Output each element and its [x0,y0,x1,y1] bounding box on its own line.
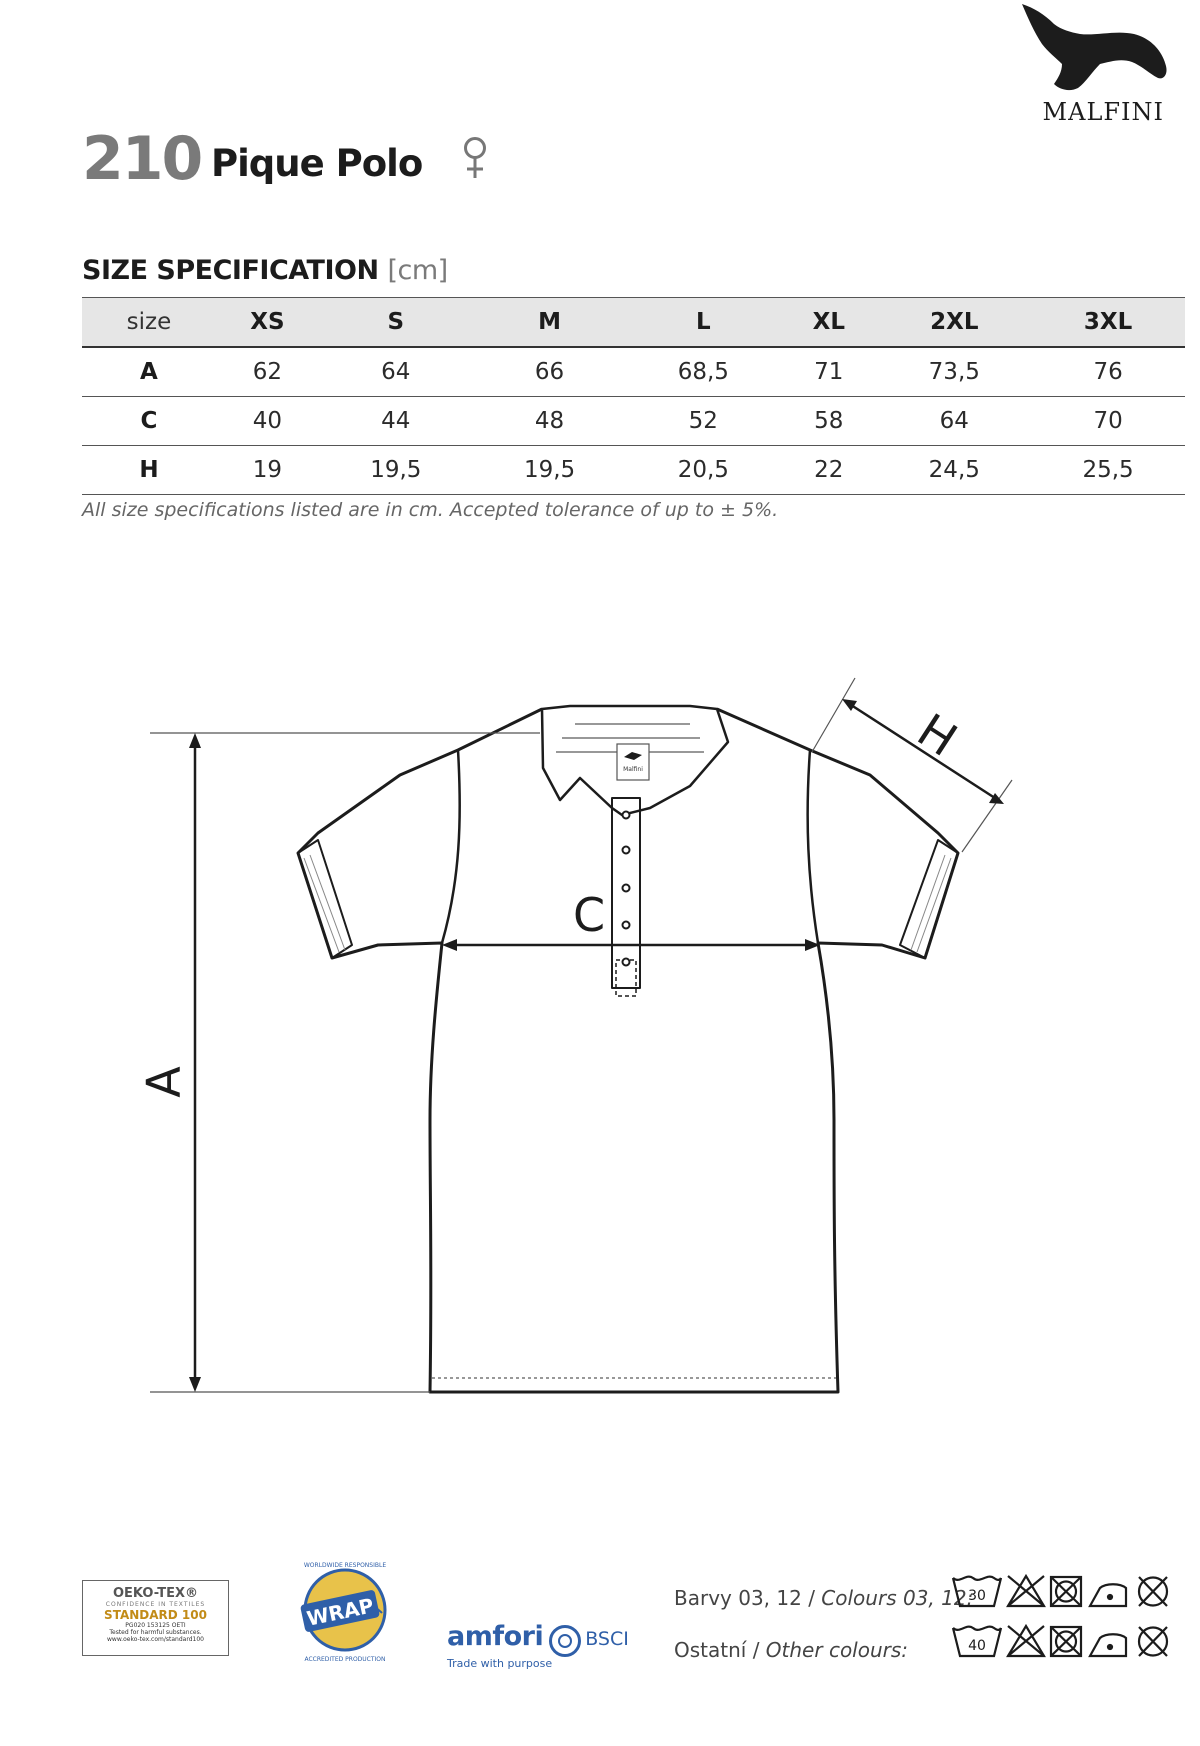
product-code: 210 [82,124,202,194]
tolerance-note: All size specifications listed are in cm. Accepted tolerance of up to ± 5%. [82,499,779,521]
table-cell: 22 [780,446,877,495]
neck-tag [617,744,649,780]
no-tumble-dry-icon [1051,1577,1081,1606]
button [623,885,630,892]
table-cell: 48 [473,397,627,446]
table-row [82,397,1185,446]
care-line-1-en: Colours 03, 12: [821,1586,974,1610]
oeko-code: PG020 153125 OETI [125,1622,186,1629]
no-tumble-dry-icon [1051,1627,1081,1656]
table-cell: 66 [473,347,627,397]
table-cell: 40 [216,397,319,446]
table-cell: 64 [877,397,1031,446]
table-cell: 20,5 [626,446,780,495]
table-row [82,347,1185,397]
care-line-2-cz: Ostatní / [674,1638,766,1662]
size-col-xl: XL [780,298,877,348]
table-cell: 76 [1031,347,1185,397]
button [623,922,630,929]
wrap-logo [290,1555,400,1669]
size-col-3xl: 3XL [1031,298,1185,348]
care-line-1-label [674,1586,973,1610]
size-spec-title [82,255,448,286]
size-col-xs: XS [216,298,319,348]
table-cell: 62 [216,347,319,397]
oeko-standard: STANDARD 100 [104,1608,207,1622]
oeko-tex-badge [82,1580,229,1656]
care-icons-row-2 [950,1622,1190,1670]
table-cell: 25,5 [1031,446,1185,495]
size-col-s: S [319,298,473,348]
oeko-subtitle: CONFIDENCE IN TEXTILES [105,1601,206,1608]
care-line-2-label [674,1638,908,1662]
wash-temp-30: 30 [968,1588,986,1604]
size-header-row [82,298,1185,348]
table-cell: 64 [319,347,473,397]
table-cell: 58 [780,397,877,446]
brand-logo [1000,0,1170,135]
eagle-icon [1000,0,1170,96]
no-dry-clean-icon [1139,1577,1167,1606]
amfori-ring-icon [549,1625,581,1657]
measure-c-label: C [573,888,606,942]
table-cell: 19,5 [319,446,473,495]
no-bleach-icon [1008,1626,1044,1656]
wrap-name: WRAP [304,1593,376,1631]
oeko-url: www.oeko-tex.com/standard100 [107,1636,204,1643]
size-header-label: size [82,298,216,348]
table-cell: 73,5 [877,347,1031,397]
no-bleach-icon [1008,1576,1044,1606]
polo-measurement-diagram [0,640,1200,1424]
care-icons-row-1 [950,1572,1190,1620]
table-row [82,446,1185,495]
wrap-ring-top: WORLDWIDE RESPONSIBLE [303,1562,387,1569]
product-name: Pique Polo [211,142,423,185]
neck-tag-text: Malfini [623,766,643,773]
brand-wordmark: MALFINI [1042,98,1164,126]
iron-low-icon [1090,1584,1126,1606]
table-cell: 71 [780,347,877,397]
amfori-logo [447,1621,629,1670]
amfori-program: BSCI [585,1628,629,1650]
table-cell: 24,5 [877,446,1031,495]
care-line-2-en: Other colours: [765,1638,909,1662]
row-label-a: A [82,347,216,397]
size-spec-heading: SIZE SPECIFICATION [82,255,379,286]
measure-h-label: H [908,702,967,768]
size-spec-unit: [cm] [387,255,448,286]
wrap-ring-bottom: ACCREDITED PRODUCTION [304,1656,386,1663]
iron-low-icon [1090,1634,1126,1656]
amfori-name: amfori [447,1621,544,1652]
care-line-1-cz: Barvy 03, 12 / [674,1586,822,1610]
measure-a-label: A [136,1066,191,1098]
size-col-l: L [626,298,780,348]
oeko-title: OEKO-TEX® [113,1586,198,1601]
oeko-tested: Tested for harmful substances. [109,1629,202,1636]
amfori-tagline: Trade with purpose [447,1656,553,1670]
female-symbol-icon [462,136,488,184]
table-cell: 44 [319,397,473,446]
table-cell: 19 [216,446,319,495]
table-cell: 70 [1031,397,1185,446]
table-cell: 19,5 [473,446,627,495]
wash-temp-40: 40 [968,1638,986,1654]
button [623,812,630,819]
button [623,847,630,854]
size-table [82,297,1185,495]
size-col-2xl: 2XL [877,298,1031,348]
button [623,959,630,966]
table-cell: 52 [626,397,780,446]
row-label-h: H [82,446,216,495]
table-cell: 68,5 [626,347,780,397]
no-dry-clean-icon [1139,1627,1167,1656]
size-col-m: M [473,298,627,348]
row-label-c: C [82,397,216,446]
